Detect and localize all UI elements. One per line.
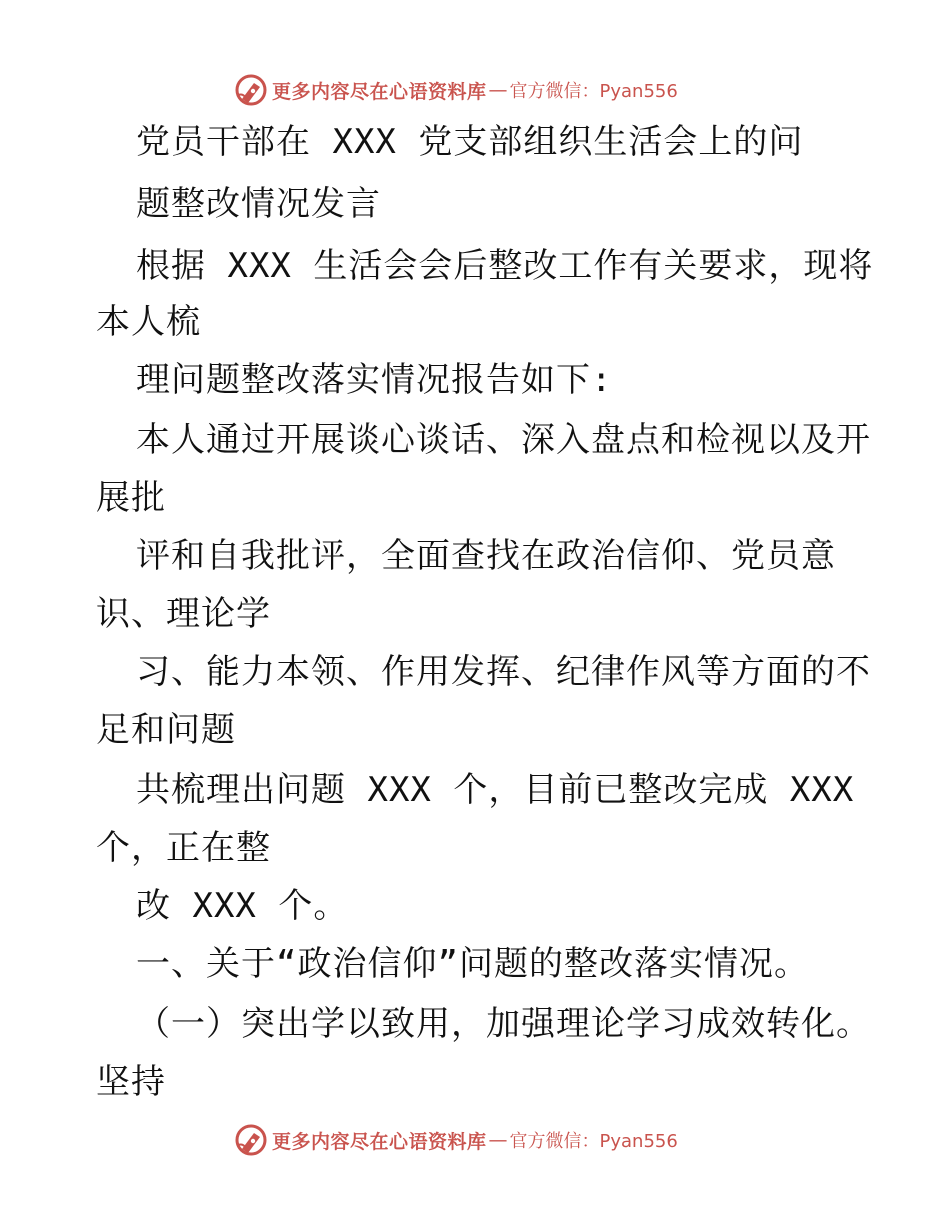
pen-nib-circle-icon: [234, 1123, 268, 1157]
paragraph-line: 本人梳: [96, 302, 201, 342]
paragraph-line: 改 XXX 个。: [136, 886, 349, 926]
paragraph-line: 共梳理出问题 XXX 个，目前已整改完成 XXX: [136, 770, 855, 810]
watermark-wechat: 官方微信：Pyan556: [509, 81, 678, 102]
paragraph-line: 个，正在整: [96, 828, 271, 868]
footer-watermark: [234, 1122, 678, 1158]
paragraph-line: 展批: [96, 478, 166, 518]
paragraph-line: 评和自我批评，全面查找在政治信仰、党员意: [136, 536, 836, 576]
watermark-text: 更多内容尽在心语资料库: [272, 80, 487, 103]
paragraph-line: 识、理论学: [96, 594, 271, 634]
document-title-line-2: 题整改情况发言: [136, 184, 381, 224]
section-heading: 一、关于“政治信仰”问题的整改落实情况。: [136, 944, 809, 984]
paragraph-line: 坚持: [96, 1062, 166, 1102]
watermark-text: 更多内容尽在心语资料库: [272, 1130, 487, 1153]
subsection-heading: （一）突出学以致用，加强理论学习成效转化。: [136, 1004, 871, 1044]
header-watermark: [234, 72, 678, 108]
watermark-wechat: 官方微信：Pyan556: [509, 1131, 678, 1152]
paragraph-line: 理问题整改落实情况报告如下:: [136, 360, 613, 400]
document-title-line-1: 党员干部在 XXX 党支部组织生活会上的问: [136, 122, 804, 162]
paragraph-line: 根据 XXX 生活会会后整改工作有关要求，现将: [136, 246, 874, 286]
paragraph-line: 习、能力本领、作用发挥、纪律作风等方面的不: [136, 652, 871, 692]
watermark-dash: —: [488, 79, 508, 101]
paragraph-line: 足和问题: [96, 710, 236, 750]
paragraph-line: 本人通过开展谈心谈话、深入盘点和检视以及开: [136, 420, 871, 460]
pen-nib-circle-icon: [234, 73, 268, 107]
watermark-dash: —: [488, 1129, 508, 1151]
